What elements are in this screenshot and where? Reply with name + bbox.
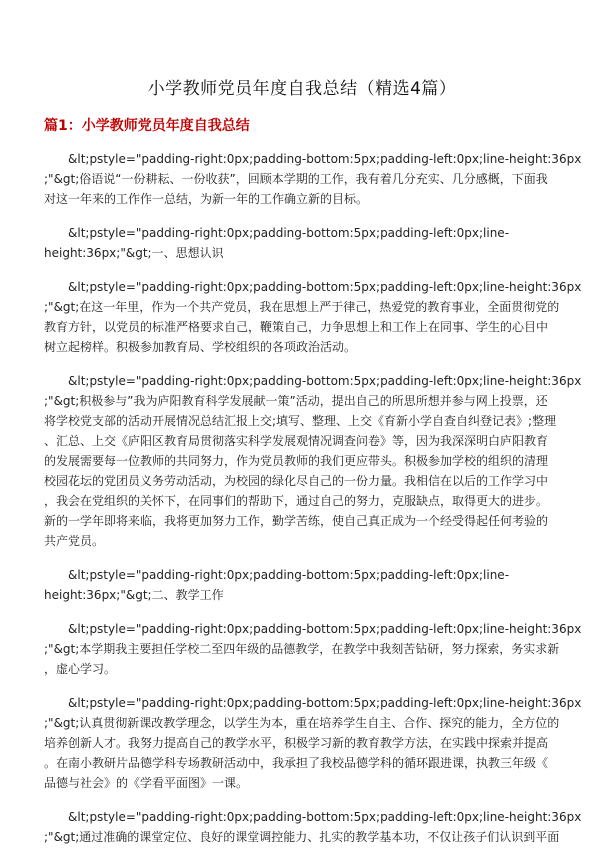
paragraph-markup-tail: height:36px;"&gt;二、教学工作 [44, 588, 224, 602]
paragraph [44, 619, 582, 679]
paragraph-text-line: ;"&gt;认真贯彻新课改教学理念，以学生为本，重在培养学生自主、合作、探究的能力，全方位的 [44, 716, 560, 730]
paragraph-text-line: 共产党员。 [44, 534, 105, 548]
paragraph-text-line: ;"&gt;积极参与”我为庐阳教育科学发展献一策”活动，提出自己的所思所想并参与网上投票，还 [44, 394, 548, 408]
paragraph-text-line: 培养创新人才。我努力提高自己的教学水平，积极学习新的教育教学方法，在实践中探索并提高 [44, 736, 549, 750]
paragraph [44, 149, 582, 209]
paragraph-text-line: 对这一年来的工作作一总结，为新一年的工作确立新的目标。 [44, 192, 369, 206]
paragraph-text-line: 将学校党支部的活动开展情况总结汇报上交;填写、整理、上交《育新小学自查自纠登记表》;整理 [44, 414, 557, 428]
paragraph-text-line: ，我会在党组织的关怀下，在同事们的帮助下，通过自己的努力，克服缺点，取得更大的进步。 [44, 494, 549, 508]
paragraph [44, 565, 560, 605]
paragraph [44, 371, 582, 551]
section-heading: 篇1：小学教师党员年度自我总结 [44, 118, 250, 134]
paragraph-text-line: 品德与社会》的《学看平面图》一课。 [44, 776, 249, 790]
paragraph [44, 807, 582, 847]
paragraph-markup-line: &lt;pstyle="padding-right:0px;padding-bottom:5px;padding-left:0px;line-height:36px [68, 280, 582, 294]
paragraph-text-line: 、汇总、上交《庐阳区教育局贯彻落实科学发展观情况调查问卷》等，因为我深深明白庐阳教育 [44, 434, 549, 448]
paragraph-markup-line: &lt;pstyle="padding-right:0px;padding-bottom:5px;padding-left:0px;line-height:36px [68, 374, 582, 388]
paragraph-markup-line: &lt;pstyle="padding-right:0px;padding-bottom:5px;padding-left:0px;line-height:36px [68, 696, 582, 710]
paragraph-text-line: ;"&gt;在这一年里，作为一个共产党员，我在思想上严于律己，热爱党的教育事业，全面贯彻党的 [44, 300, 560, 314]
paragraph-text-line: ;"&gt;俗语说“一份耕耘、一份收获”，回顾本学期的工作，我有着几分充实、几分感概，下面我 [44, 172, 548, 186]
paragraph [44, 277, 582, 357]
paragraph-text-line: 树立起榜样。积极参加教育局、学校组织的各项政治活动。 [44, 340, 357, 354]
paragraph-text-line: ，虚心学习。 [44, 662, 117, 676]
paragraph-markup-line: &lt;pstyle="padding-right:0px;padding-bottom:5px;padding-left:0px;line-height:36px [68, 810, 582, 824]
paragraph-text-line: 新的一学年即将来临，我将更加努力工作，勤学苦练，使自己真正成为一个经受得起任何考验的 [44, 514, 549, 528]
paragraph-text-line: 校园花坛的党团员义务劳动活动，为校园的绿化尽自己的一份力量。我相信在以后的工作学习中 [44, 474, 549, 488]
paragraph-markup-tail: height:36px;"&gt;一、思想认识 [44, 246, 224, 260]
paragraph-markup-line: &lt;pstyle="padding-right:0px;padding-bottom:5px;padding-left:0px;line- [68, 226, 510, 240]
paragraph-markup-line: &lt;pstyle="padding-right:0px;padding-bottom:5px;padding-left:0px;line- [68, 568, 510, 582]
paragraph [44, 223, 560, 263]
paragraph-list [44, 149, 582, 847]
paragraph-markup-line: &lt;pstyle="padding-right:0px;padding-bottom:5px;padding-left:0px;line-height:36px [68, 152, 582, 166]
paragraph-text-line: 。在南小教研片品德学科专场教研活动中，我承担了我校品德学科的循环跟进课，执教三年级《 [44, 756, 549, 770]
paragraph [44, 693, 582, 793]
paragraph-markup-line: &lt;pstyle="padding-right:0px;padding-bottom:5px;padding-left:0px;line-height:36px [68, 622, 582, 636]
paragraph-text-line: 的发展需要每一位教师的共同努力，作为党员教师的我们更应带头。积极参加学校的组织的清理 [44, 454, 549, 468]
page-title: 小学教师党员年度自我总结（精选4篇） [147, 79, 457, 99]
paragraph-text-line: ;"&gt;通过准确的课堂定位、良好的课堂调控能力、扎实的教学基本功，不仅让孩子们认识到平面 [44, 830, 560, 844]
paragraph-text-line: ;"&gt;本学期我主要担任学校二至四年级的品德教学，在教学中我刻苦钻研，努力探索，务实求新 [44, 642, 560, 656]
paragraph-text-line: 教育方针，以党员的标准严格要求自己，鞭策自己，力争思想上和工作上在同事、学生的心目中 [44, 320, 549, 334]
